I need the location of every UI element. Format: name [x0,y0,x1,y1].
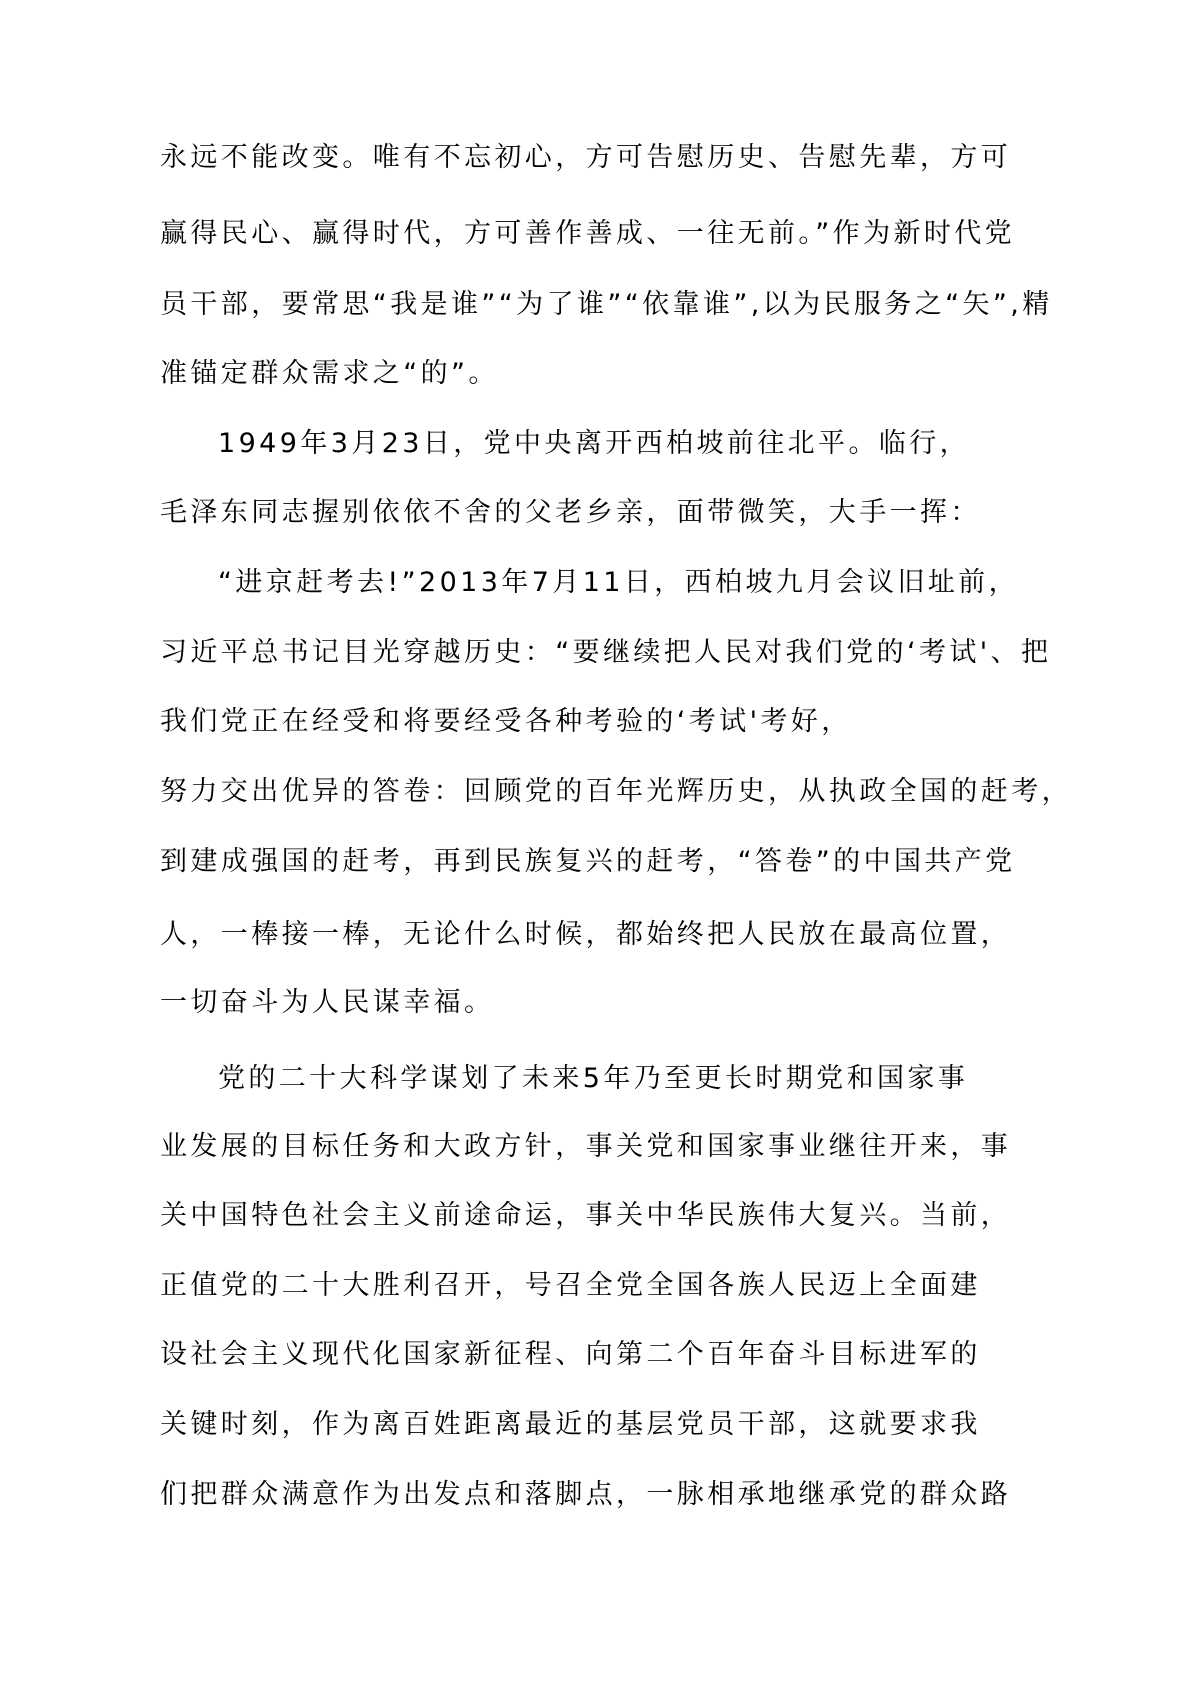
text-line: 我们党正在经受和将要经受各种考验的‘考试'考好， [160,706,852,737]
paragraph-first-line: “进京赶考去!”2013年7月11日，西柏坡九月会议旧址前， [218,567,1020,598]
text-line: 们把群众满意作为出发点和落脚点，一脉相承地继承党的群众路 [160,1479,1012,1510]
text-line: 关键时刻，作为离百姓距离最近的基层党员干部，这就要求我 [160,1409,981,1440]
text-line: 设社会主义现代化国家新征程、向第二个百年奋斗目标进军的 [160,1339,981,1370]
text-line: 毛泽东同志握别依依不舍的父老乡亲，面带微笑，大手一挥： [160,497,981,528]
text-line: 永远不能改变。唯有不忘初心，方可告慰历史、告慰先辈，方可 [160,142,1012,173]
paragraph-first-line: 1949年3月23日，党中央离开西柏坡前往北平。临行， [218,428,971,459]
text-line: 赢得民心、赢得时代，方可善作善成、一往无前。”作为新时代党 [160,218,1016,249]
text-line: 员干部，要常思“我是谁”“为了谁”“依靠谁”,以为民服务之“矢”,精 [160,289,1053,320]
text-line: 努力交出优异的答卷：回顾党的百年光辉历史，从执政全国的赶考， [160,776,1072,807]
text-line: 关中国特色社会主义前途命运，事关中华民族伟大复兴。当前， [160,1200,1012,1231]
text-line: 习近平总书记目光穿越历史：“要继续把人民对我们党的‘考试'、把 [160,637,1052,668]
text-line: 业发展的目标任务和大政方针，事关党和国家事业继往开来，事 [160,1131,1012,1162]
text-line: 人，一棒接一棒，无论什么时候，都始终把人民放在最高位置， [160,919,1012,950]
text-line: 到建成强国的赶考，再到民族复兴的赶考，“答卷”的中国共产党 [160,846,1016,877]
text-line: 正值党的二十大胜利召开，号召全党全国各族人民迈上全面建 [160,1270,981,1301]
text-line: 一切奋斗为人民谋幸福。 [160,987,495,1018]
text-line: 准锚定群众需求之“的”。 [160,358,499,389]
paragraph-first-line: 党的二十大科学谋划了未来5年乃至更长时期党和国家事 [218,1063,969,1094]
